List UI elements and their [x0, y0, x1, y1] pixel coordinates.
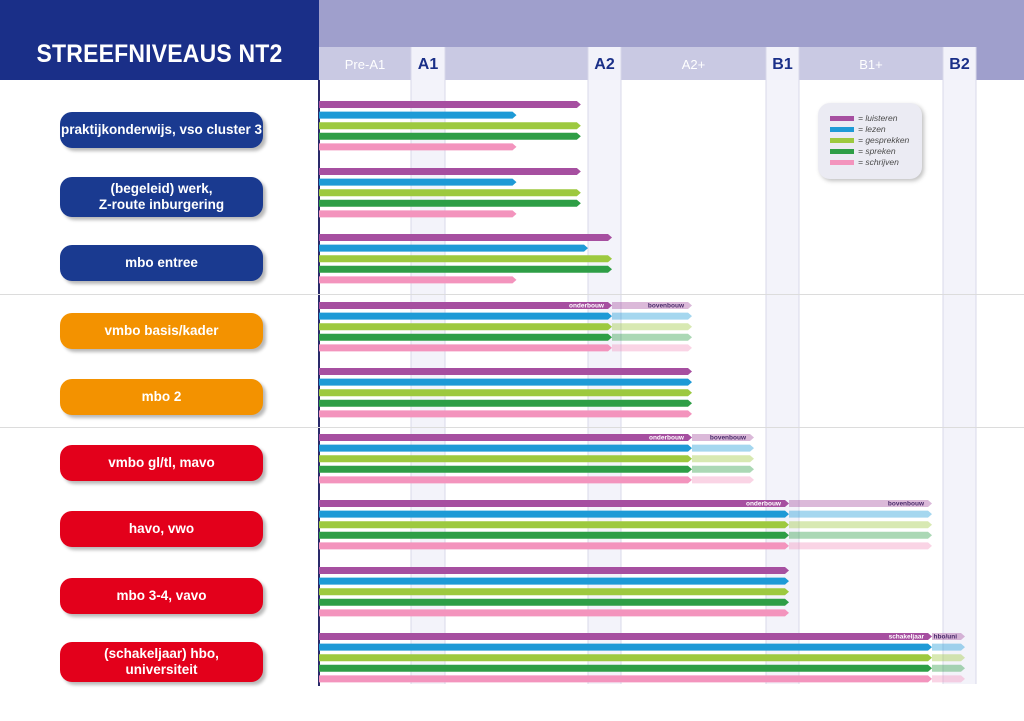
- phase-label: bovenbouw: [647, 302, 684, 310]
- bar-extension: [789, 542, 932, 549]
- group-label: mbo entree: [60, 245, 263, 281]
- legend-item: [830, 113, 897, 123]
- group-label: vmbo gl/tl, mavo: [60, 445, 263, 481]
- group-label: mbo 2: [60, 379, 263, 415]
- legend-label: = gesprekken: [858, 135, 910, 145]
- bar-extension: [932, 675, 965, 682]
- bar-spreken: [319, 133, 581, 140]
- bar-luisteren: [319, 567, 789, 574]
- bar-gesprekken: [319, 189, 581, 196]
- phase-label: bovenbouw: [709, 434, 746, 442]
- bar-lezen: [319, 379, 692, 386]
- bar-extension: [789, 511, 932, 518]
- bar-gesprekken: [319, 323, 612, 330]
- legend-swatch: [830, 116, 854, 121]
- bar-extension: [612, 323, 692, 330]
- bar-schrijven: [319, 410, 692, 417]
- bar-spreken: [319, 532, 789, 539]
- bar-lezen: [319, 644, 932, 651]
- bar-spreken: [319, 200, 581, 207]
- legend-label: = spreken: [858, 146, 896, 156]
- bar-lezen: [319, 445, 692, 452]
- bar-schrijven: [319, 344, 612, 351]
- bar-lezen: [319, 179, 517, 186]
- legend-label: = schrijven: [858, 157, 899, 167]
- bar-spreken: [319, 599, 789, 606]
- section-separator: [0, 427, 1024, 428]
- group-label: praktijkonderwijs, vso cluster 3: [60, 112, 263, 148]
- bar-schrijven: [319, 609, 789, 616]
- bar-extension: [789, 521, 932, 528]
- bar-spreken: [319, 466, 692, 473]
- bar-extension: [789, 532, 932, 539]
- legend-swatch: [830, 138, 854, 143]
- section-separator: [0, 294, 1024, 295]
- bar-gesprekken: [319, 122, 581, 129]
- bar-schrijven: [319, 143, 517, 150]
- bar-extension: [932, 644, 965, 651]
- bar-lezen: [319, 245, 588, 252]
- legend-label: = lezen: [858, 124, 886, 134]
- bar-luisteren: [319, 633, 932, 640]
- level-label-pre-a1: Pre-A1: [344, 57, 386, 72]
- bar-spreken: [319, 665, 932, 672]
- phase-label: onderbouw: [745, 500, 781, 508]
- bar-gesprekken: [319, 654, 932, 661]
- legend-swatch: [830, 160, 854, 165]
- legend-item: [830, 124, 886, 134]
- legend-item: [830, 146, 896, 156]
- bar-spreken: [319, 266, 612, 273]
- legend-item: [830, 135, 909, 145]
- group-label: havo, vwo: [60, 511, 263, 547]
- bar-gesprekken: [319, 255, 612, 262]
- bar-luisteren: [319, 234, 612, 241]
- bar-schrijven: [319, 542, 789, 549]
- bar-luisteren: [319, 500, 789, 507]
- bar-gesprekken: [319, 521, 789, 528]
- level-label-b2: B2: [949, 56, 970, 73]
- bar-lezen: [319, 313, 612, 320]
- level-label-a1: A1: [417, 56, 439, 73]
- bar-spreken: [319, 334, 612, 341]
- legend-swatch: [830, 127, 854, 132]
- legend-swatch: [830, 149, 854, 154]
- bar-schrijven: [319, 276, 517, 283]
- bar-extension: [612, 344, 692, 351]
- phase-label: onderbouw: [568, 302, 604, 310]
- bar-extension: [692, 466, 754, 473]
- bar-spreken: [319, 400, 692, 407]
- group-label: mbo 3-4, vavo: [60, 578, 263, 614]
- group-label: (begeleid) werk, Z-route inburgering: [60, 177, 263, 217]
- bar-schrijven: [319, 675, 932, 682]
- bar-gesprekken: [319, 588, 789, 595]
- bar-extension: [932, 654, 965, 661]
- phase-label: hbo/uni: [933, 633, 957, 641]
- legend-label: = luisteren: [858, 113, 898, 123]
- bar-gesprekken: [319, 389, 692, 396]
- level-label-a2+: A2+: [681, 57, 706, 72]
- bar-extension: [932, 665, 965, 672]
- bar-lezen: [319, 578, 789, 585]
- bar-extension: [692, 445, 754, 452]
- bar-luisteren: [319, 368, 692, 375]
- bar-extension: [692, 455, 754, 462]
- phase-label: bovenbouw: [887, 500, 924, 508]
- bar-lezen: [319, 112, 517, 119]
- phase-label: onderbouw: [648, 434, 684, 442]
- level-column-b2: [943, 80, 976, 684]
- bar-luisteren: [319, 168, 581, 175]
- level-label-b1: B1: [772, 56, 793, 73]
- bar-luisteren: [319, 434, 692, 441]
- bar-extension: [612, 313, 692, 320]
- level-label-b1+: B1+: [859, 57, 883, 72]
- chart-title: STREEFNIVEAUS NT2: [36, 40, 283, 68]
- bar-luisteren: [319, 101, 581, 108]
- legend: [818, 103, 922, 179]
- bar-schrijven: [319, 476, 692, 483]
- legend-item: [830, 157, 899, 167]
- bar-schrijven: [319, 210, 517, 217]
- phase-label: schakeljaar: [888, 633, 924, 641]
- level-label-a2: A2: [594, 56, 615, 73]
- bar-lezen: [319, 511, 789, 518]
- bar-extension: [692, 476, 754, 483]
- bar-extension: [612, 334, 692, 341]
- bar-gesprekken: [319, 455, 692, 462]
- group-label: vmbo basis/kader: [60, 313, 263, 349]
- group-label: (schakeljaar) hbo, universiteit: [60, 642, 263, 682]
